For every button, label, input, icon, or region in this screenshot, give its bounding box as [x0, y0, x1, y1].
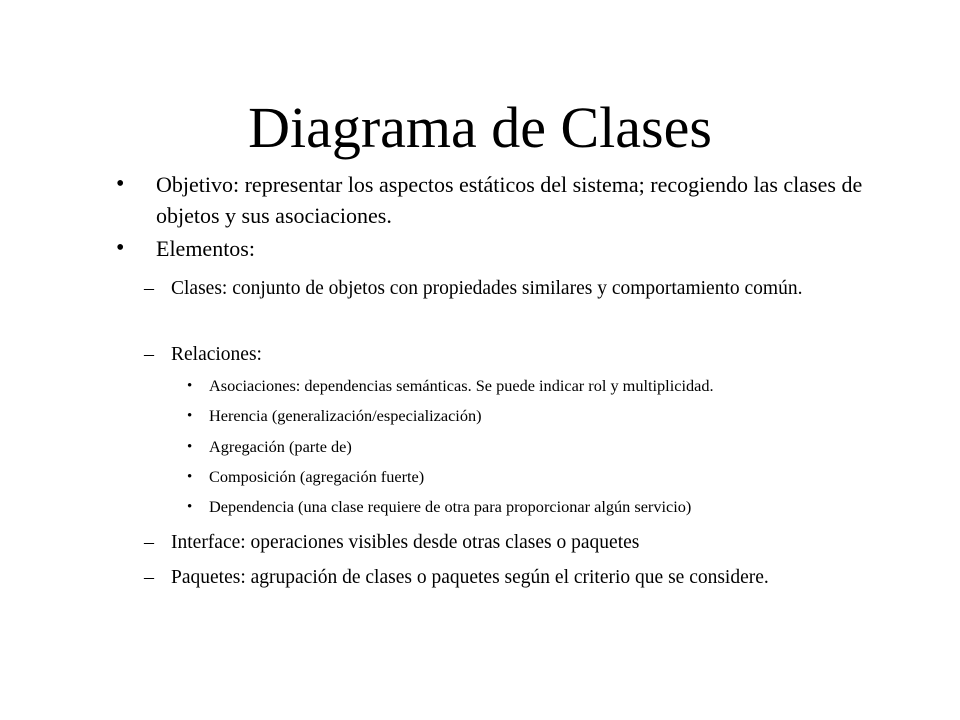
bullet-marker: • — [187, 469, 193, 485]
sub-sub-item-text: Herencia (generalización/especialización) — [209, 406, 482, 425]
bullet-marker: • — [187, 439, 193, 455]
slide-title: Diagrama de Clases — [248, 95, 712, 160]
sub-item-text: Paquetes: agrupación de clases o paquetes según el criterio que se considere. — [171, 567, 769, 588]
sub-sub-item-text: Dependencia (una clase requiere de otra para proporcionar algún servicio) — [209, 497, 692, 516]
dash-marker: – — [144, 343, 154, 365]
bullet-marker: • — [187, 499, 193, 515]
sub-sub-item-text: Asociaciones: dependencias semánticas. Se puede indicar rol y multiplicidad. — [209, 376, 714, 395]
sub-sub-item-text: Agregación (parte de) — [209, 437, 352, 456]
sub-item-text: Relaciones: — [171, 344, 262, 365]
bullet-marker: • — [187, 408, 193, 424]
bullet-text: Objetivo: representar los aspectos estáticos del sistema; recogiendo las clases de objetos y sus asociaciones. — [156, 172, 863, 228]
sub-sub-item-text: Composición (agregación fuerte) — [209, 467, 425, 486]
bullet-marker: • — [187, 378, 193, 394]
sub-item-text: Clases: conjunto de objetos con propiedades similares y comportamiento común. — [171, 278, 803, 299]
dash-marker: – — [144, 531, 154, 553]
sub-item-text: Interface: operaciones visibles desde otras clases o paquetes — [171, 532, 640, 553]
bullet-marker: • — [116, 235, 125, 261]
bullet-text: Elementos: — [156, 236, 255, 261]
bullet-marker: • — [116, 171, 125, 197]
dash-marker: – — [144, 277, 154, 299]
dash-marker: – — [144, 566, 154, 588]
